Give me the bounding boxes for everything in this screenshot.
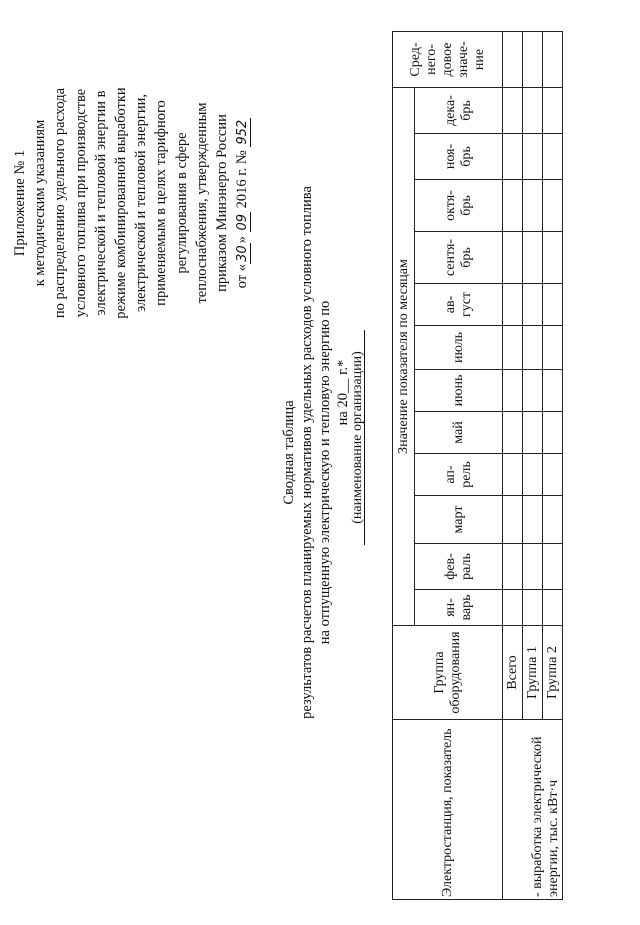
appendix-line: электрической и тепловой энергии в [92,90,109,316]
appendix-line: приказом Минэнерго России [214,114,231,292]
header-month: июль [415,326,503,370]
group-cell: Группа 2 [543,626,563,720]
appendix-number: Приложение № 1 [12,149,28,257]
date-mid: » [234,236,251,244]
date-day: 30 [235,245,251,262]
header-month: Сред- него- довое значе- ние [393,32,503,88]
org-caption: (наименование организации) [350,351,365,524]
header-month: июнь [415,370,503,412]
group-cell: Группа 1 [523,626,543,720]
header-month: ав- густ [415,284,503,326]
header-station: Электростанция, показатель [393,720,503,900]
order-number: 952 [235,119,251,145]
appendix-line: регулирования в сфере [173,132,190,274]
appendix-line: к методическим указаниям [32,119,49,287]
appendix-line: условного топлива при производстве [72,88,89,318]
table-period: на 20__ г.* [335,359,351,426]
header-month: фев- раль [415,544,503,590]
group-cell: Всего [503,626,523,720]
appendix-line: применяемым в целях тарифного [153,100,170,306]
row-label: - выработка электрической энергии, тыс. кВт·ч [503,720,563,900]
table-row [503,32,523,900]
appendix-line: теплоснабжения, утвержденным [193,102,210,304]
header-months: Значение показателя по месяцам [393,88,415,626]
header-month: май [415,412,503,454]
header-month: март [415,496,503,544]
appendix-date-line [232,13,252,393]
table-subtitle: результатов расчетов планируемых нормативов удельных расходов условного топлива [299,186,315,719]
header-month: ноя- брь [415,134,503,180]
header-month: октя- брь [415,180,503,232]
header-group: Группа оборудования [393,626,503,720]
header-month: сентя- брь [415,232,503,284]
table-subtitle-2: на отпущенную электрическую и тепловую энергию по [317,300,333,645]
header-month: дека- брь [415,88,503,134]
date-year: 2016 г. № [234,150,251,209]
appendix-line: электрической и тепловой энергии, [133,93,150,313]
date-prefix: от « [234,263,251,289]
header-month: ян- варь [415,590,503,626]
appendix-line: режиме комбинированной выработки [113,87,130,319]
appendix-block [10,13,252,393]
appendix-line: по распределению удельного расхода [52,87,69,319]
summary-table [392,31,563,900]
table-title: Сводная таблица [281,400,297,505]
date-month: 09 [235,213,251,231]
header-month: ап- рель [415,454,503,496]
